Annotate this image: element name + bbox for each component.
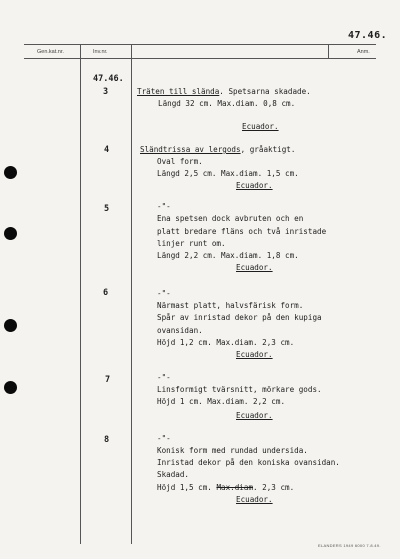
header-gen-kat-nr: Gen.kat.nr. [37,49,64,55]
height-measure: Höjd 1,5 cm. [157,483,217,492]
entry-line: Närmast platt, halvsfärisk form. [157,301,304,310]
entry-line: linjer runt om. [157,239,226,248]
item-title-rest: , gråaktigt. [240,145,296,154]
punch-hole [4,227,17,240]
diam-measure: . 2,3 cm. [253,483,295,492]
page-number: 47.46. [348,30,388,41]
column-divider-3 [328,44,329,58]
column-divider-1 [80,44,81,544]
entry-line: Ena spetsen dock avbruten och en [157,214,304,223]
column-divider-2 [131,44,132,544]
entry-line: Längd 2,2 cm. Max.diam. 1,8 cm. [157,251,299,260]
item-title-rest: . Spetsarna skadade. [219,87,311,96]
entry-origin: Ecuador. [236,350,273,359]
item-title: Träten till slända [137,87,220,96]
entry-origin: Ecuador. [236,495,273,504]
entry-number: 8 [104,435,110,445]
entry-line [137,88,311,96]
entry-line: Höjd 1,2 cm. Max.diam. 2,3 cm. [157,338,295,347]
struck-text: Max.diam [216,483,254,492]
catalog-number: 47.46. [93,74,124,84]
entry-line: Längd 2,5 cm. Max.diam. 1,5 cm. [157,169,299,178]
entry-origin: Ecuador. [236,263,273,272]
item-title: Sländtrissa av lergods [140,145,241,154]
entry-line: ovansidan. [157,326,203,335]
entry-line: Konisk form med rundad undersida. [157,446,308,455]
punch-hole [4,166,17,179]
entry-number: 6 [103,288,109,298]
printer-footer: ELANDERS 1949 6000 7.8.49. [318,543,381,548]
entry-number: 7 [105,375,111,385]
punch-hole [4,319,17,332]
header-rule-top [24,44,376,45]
entry-line: Linsformigt tvärsnitt, mörkare gods. [157,385,322,394]
entry-line [140,146,295,154]
entry-line [157,484,294,492]
entry-line: -"- [157,373,171,382]
entry-line: Spår av inristad dekor på den kupiga [157,313,322,322]
entry-line: Höjd 1 cm. Max.diam. 2,2 cm. [157,397,286,406]
entry-line: -"- [157,202,171,211]
entry-origin: Ecuador. [236,181,273,190]
header-anm: Anm. [357,49,370,55]
entry-number: 3 [103,87,109,97]
punch-hole [4,381,17,394]
entry-number: 5 [104,204,110,214]
entry-line: -"- [157,434,171,443]
entry-line: -"- [157,289,171,298]
entry-line: Oval form. [157,157,203,166]
entry-line: Skadad. [157,470,190,479]
entry-origin: Ecuador. [242,122,279,131]
entry-line: Inristad dekor på den koniska ovansidan. [157,458,340,467]
header-rule-bottom [24,58,376,59]
entry-number: 4 [104,145,110,155]
entry-origin: Ecuador. [236,411,273,420]
header-inv-nr: Inv.nr. [93,49,108,55]
entry-line: Längd 32 cm. Max.diam. 0,8 cm. [158,99,296,108]
entry-line: platt bredare fläns och två inristade [157,227,327,236]
